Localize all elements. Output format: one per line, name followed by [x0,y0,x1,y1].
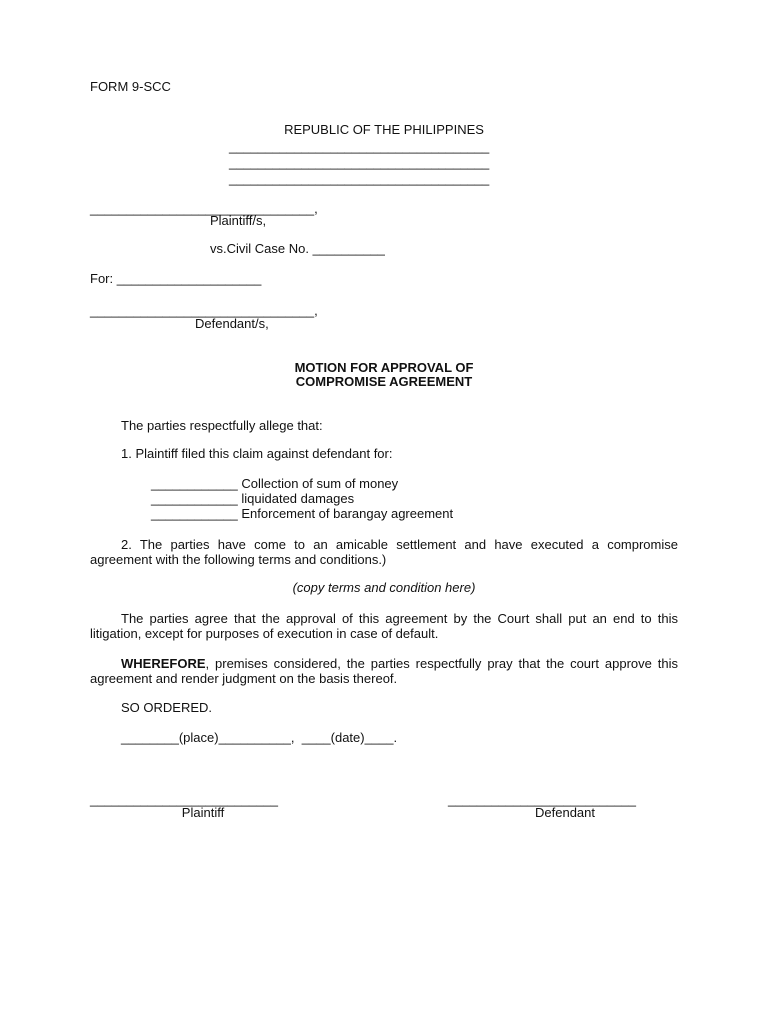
republic-heading: REPUBLIC OF THE PHILIPPINES [284,122,484,137]
court-line-1: ____________________________________ [229,139,490,154]
place-date-line: ________(place)__________, ____(date)____. [121,730,398,745]
so-ordered: SO ORDERED. [121,700,213,715]
item-1-paragraph: 1. Plaintiff filed this claim against defendant for: [121,446,393,461]
court-line-3: ____________________________________ [229,171,490,186]
claim-option-damages: ____________ liquidated damages [151,491,355,506]
plaintiff-signature-label: Plaintiff [181,805,225,820]
copy-terms-placeholder: (copy terms and condition here) [292,580,476,595]
motion-title-line-1: MOTION FOR APPROVAL OF [294,360,474,375]
plaintiff-label: Plaintiff/s, [210,213,267,228]
item-2-paragraph: 2. The parties have come to an amicable settlement and have executed a compromise agreement with the following terms and conditions.) [90,537,678,567]
defendant-label: Defendant/s, [195,316,269,331]
motion-title-line-2: COMPROMISE AGREEMENT [295,374,473,389]
for-line: For: ____________________ [90,271,262,286]
defendant-blank: _______________________________, [90,303,318,318]
civil-case-number: vs.Civil Case No. __________ [210,241,385,256]
approval-paragraph: The parties agree that the approval of this agreement by the Court shall put an end to this litigation, except for purposes of execution in case of default. [90,611,678,641]
plaintiff-signature-line: __________________________ [90,792,278,807]
wherefore-paragraph: WHEREFORE, premises considered, the parties respectfully pray that the court approve this agreement and render judgment on the basis thereof. [90,656,678,686]
claim-option-collection: ____________ Collection of sum of money [151,476,399,491]
intro-paragraph: The parties respectfully allege that: [121,418,323,433]
court-line-2: ____________________________________ [229,155,490,170]
claim-option-enforcement: ____________ Enforcement of barangay agreement [151,506,454,521]
defendant-signature-label: Defendant [535,805,595,820]
plaintiff-blank: _______________________________, [90,201,318,216]
defendant-signature-line: __________________________ [448,792,636,807]
form-number: FORM 9-SCC [90,79,171,94]
